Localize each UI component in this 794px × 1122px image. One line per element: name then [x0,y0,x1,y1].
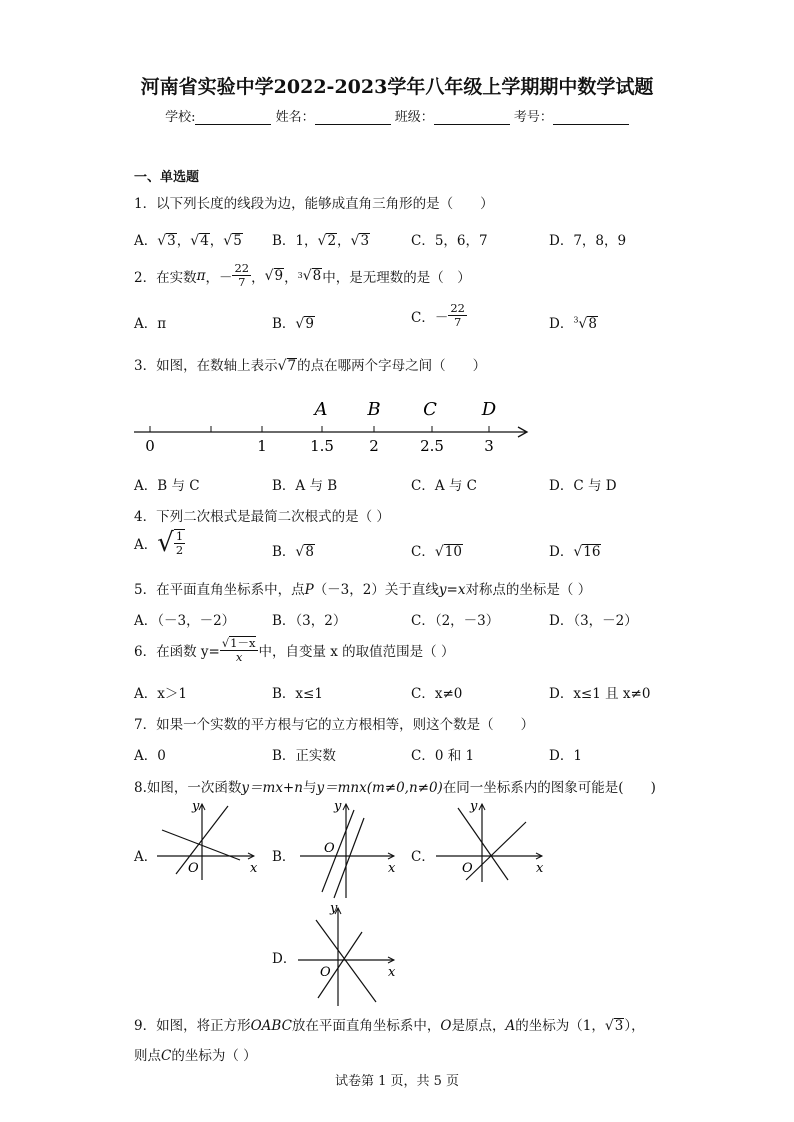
q6-stem: 6．在函数 y= $\frac{√1-x}{x}$ 中，自变量 x 的取值范围是（ ） [134,636,455,665]
q8-option-d-label: D． [272,951,297,967]
number-line-figure [128,392,538,462]
label-3: 3 [484,437,494,455]
q1-stem: 1．以下列长度的线段为边，能够成直角三角形的是（ ） [134,196,494,212]
label-1: 1 [257,437,267,455]
q8-graph-b [290,796,400,900]
label-2-5: 2.5 [420,437,444,455]
q7-option-d: D．1 [549,748,582,764]
q3-option-a: A．B 与 C [134,478,200,494]
school-blank [195,110,271,125]
svg-text:x: x [536,861,544,876]
q9-stem-line2: 则点C的坐标为（ ） [134,1048,257,1064]
q8-option-b-label: B． [272,849,296,865]
q4-stem: 4．下列二次根式是最简二次根式的是（ ） [134,509,390,525]
letter-a: A [314,399,328,420]
q6-option-a: A．x＞1 [134,686,187,702]
letter-d: D [481,399,497,420]
q5-stem: 5．在平面直角坐标系中，点P（－3，2）关于直线y=x对称点的坐标是（ ） [134,582,592,598]
name-label: 姓名： [275,110,315,125]
school-label: 学校: [165,110,196,125]
q2-stem: 2．在实数 π ，－ $\frac{22}{7}$ ， √ 9 ， 3 √ 8 中，是无理数的是（ ） [134,261,471,290]
label-0: 0 [145,437,155,455]
q1-option-c: C．5，6，7 [411,233,488,249]
q3-option-d: D．C 与 D [549,478,617,494]
q6-option-b: B．x≤1 [272,686,323,702]
svg-text:O: O [188,861,199,876]
student-info-line [0,106,794,125]
svg-text:x: x [388,965,396,980]
q2-option-c: C． － $\frac{22}{7}$ [411,301,465,330]
q4-option-b: B．√8 [272,544,314,560]
q7-stem: 7．如果一个实数的平方根与它的立方根相等，则这个数是（ ） [134,717,535,733]
line-2 [466,822,526,880]
q4-option-a: A． √ $\frac{1}{2}$ [134,528,184,558]
q5-option-d: D．（3，－2） [549,613,638,629]
q5-option-a: A．（－3，－2） [134,613,236,629]
q6-option-d: D．x≤1 且 x≠0 [549,686,651,702]
svg-text:y: y [192,799,200,814]
page-footer: 试卷第 1 页，共 5 页 [334,1074,460,1089]
line-2 [334,818,364,898]
svg-text:x: x [388,861,396,876]
q4-option-d: D．√16 [549,544,601,560]
number-label: 考号： [513,110,553,125]
svg-text:O: O [462,861,473,876]
q1-option-a: A．√3，√4，√5 [134,233,242,249]
q5-option-c: C．（2，－3） [411,613,500,629]
q7-option-b: B．正实数 [272,748,336,764]
label-2: 2 [369,437,379,455]
q6-option-c: C．x≠0 [411,686,463,702]
number-blank [553,110,629,125]
q2-option-a: A．π [134,316,167,332]
line-1 [316,920,376,1002]
q1-option-d: D．7，8，9 [549,233,627,249]
svg-text:y: y [334,799,342,814]
page-title: 河南省实验中学2022-2023学年八年级上学期期中数学试题 [140,76,654,98]
q7-option-a: A．0 [134,748,166,764]
q3-option-c: C．A 与 C [411,478,477,494]
letter-c: C [423,399,437,420]
q3-stem: 3．如图，在数轴上表示√7的点在哪两个字母之间（ ） [134,358,487,374]
label-1-5: 1.5 [310,437,334,455]
q4-option-c: C．√10 [411,544,462,560]
svg-text:O: O [320,965,331,980]
svg-text:y: y [330,901,338,916]
q8-graph-c [428,796,548,886]
svg-text:O: O [324,841,335,856]
q9-stem-line1: 9．如图，将正方形OABC放在平面直角坐标系中，O是原点，A的坐标为（1，√3）， [134,1018,645,1034]
q8-option-c-label: C． [411,849,435,865]
section-title: 一、单选题 [134,170,200,185]
svg-text:y: y [470,799,478,814]
q8-graph-d [290,900,400,1010]
q8-stem: 8.如图，一次函数y＝mx+n与y＝mnx(m≠0,n≠0)在同一坐标系内的图象可能是( ) [134,780,656,796]
q8-option-a-label: A． [134,849,158,865]
q7-option-c: C．0 和 1 [411,748,475,764]
q8-graph-a [152,796,262,882]
letter-b: B [367,399,381,420]
name-blank [315,110,391,125]
class-blank [434,110,510,125]
q3-option-b: B．A 与 B [272,478,338,494]
svg-text:x: x [250,861,258,876]
class-label: 班级： [394,110,434,125]
q5-option-b: B．（3，2） [272,613,347,629]
q2-option-b: B．√9 [272,316,314,332]
q1-option-b: B．1，√2，√3 [272,233,370,249]
q2-option-d: D．$^3$√8 [549,315,597,332]
